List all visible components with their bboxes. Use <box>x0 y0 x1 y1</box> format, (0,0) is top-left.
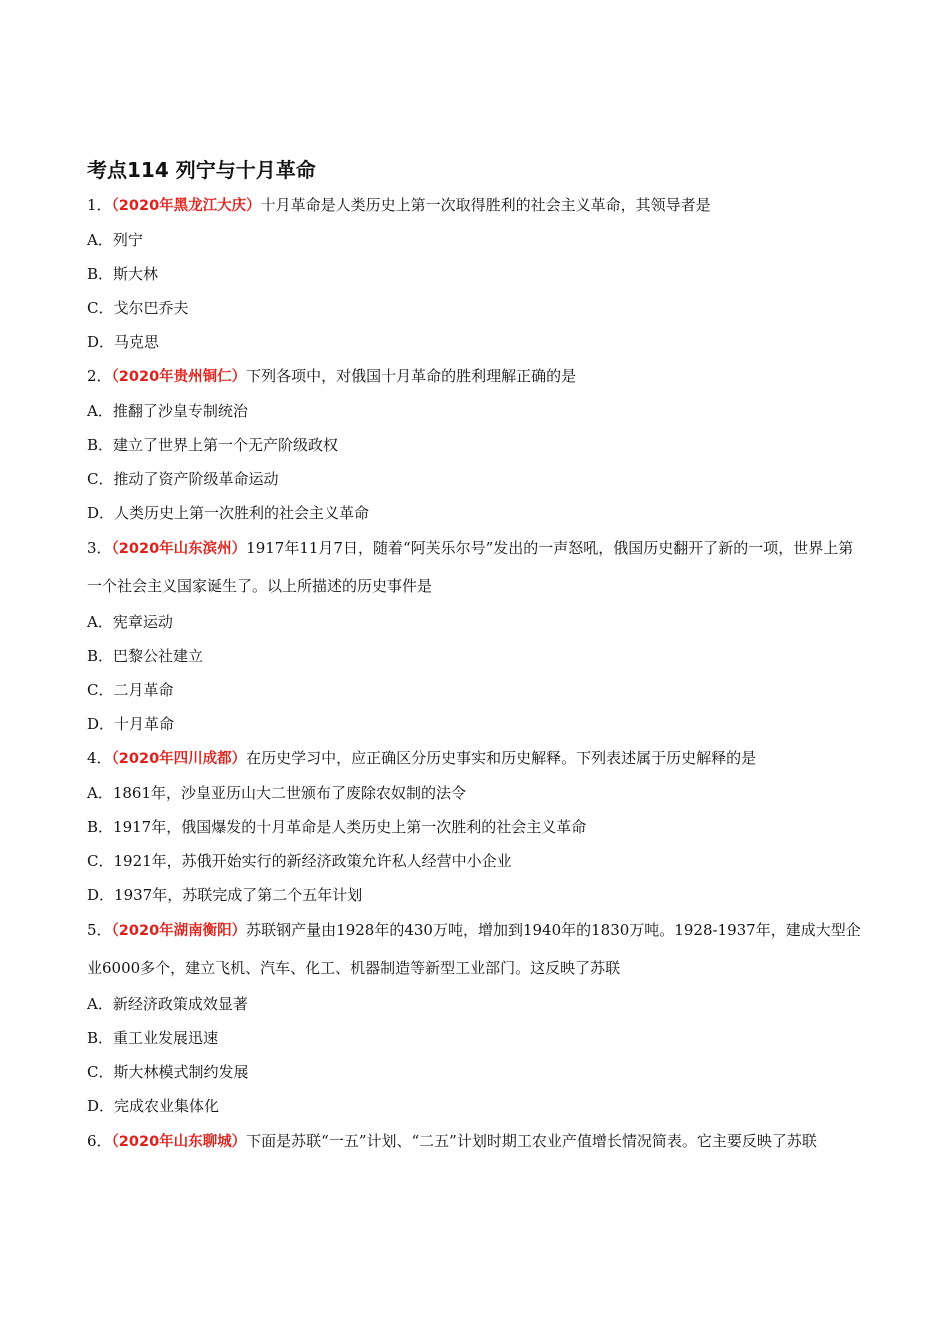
question-stem <box>87 530 867 605</box>
question-number: 2． <box>87 367 112 385</box>
question-stem <box>87 1123 867 1161</box>
question-source: （2020年山东聊城） <box>111 1134 247 1150</box>
question-text: 1917年11月7日，随着“阿芙乐尔号”发出的一声怒吼，俄国历史翻开了新的一项，世界上第一个社会主义国家诞生了。以上所描述的历史事件是 <box>87 539 854 595</box>
option-c: C．戈尔巴乔夫 <box>87 299 189 317</box>
question-1 <box>87 188 867 359</box>
option-d: D．1937年，苏联完成了第二个五年计划 <box>87 886 363 904</box>
question-source: （2020年四川成都） <box>111 751 247 767</box>
question-text: 下列各项中，对俄国十月革命的胜利理解正确的是 <box>246 367 577 385</box>
question-text: 十月革命是人类历史上第一次取得胜利的社会主义革命，其领导者是 <box>260 196 711 214</box>
option-a: A．新经济政策成效显著 <box>87 995 248 1013</box>
question-number: 1． <box>87 196 112 214</box>
question-stem <box>87 359 867 394</box>
question-source: （2020年山东滨州） <box>111 541 247 557</box>
option-c: C．1921年，苏俄开始实行的新经济政策允许私人经营中小企业 <box>87 852 512 870</box>
option-d: D．马克思 <box>87 333 160 351</box>
question-number: 3． <box>87 539 112 557</box>
question-source: （2020年贵州铜仁） <box>111 369 247 385</box>
option-a: A．列宁 <box>87 231 143 249</box>
option-a: A．1861年，沙皇亚历山大二世颁布了废除农奴制的法令 <box>87 784 467 802</box>
option-c: C．推动了资产阶级革命运动 <box>87 470 279 488</box>
question-text: 下面是苏联“一五”计划、“二五”计划时期工农业产值增长情况简表。它主要反映了苏联 <box>246 1132 817 1150</box>
option-b: B．斯大林 <box>87 265 159 283</box>
question-text: 苏联钢产量由1928年的430万吨，增加到1940年的1830万吨。1928-1937年，建成大型企业6000多个，建立飞机、汽车、化工、机器制造等新型工业部门。这反映了苏联 <box>87 921 861 977</box>
question-number: 4． <box>87 749 112 767</box>
document-page <box>87 152 867 1161</box>
option-b: B．重工业发展迅速 <box>87 1029 219 1047</box>
option-a: A．宪章运动 <box>87 613 173 631</box>
option-d: D．人类历史上第一次胜利的社会主义革命 <box>87 504 370 522</box>
question-number: 6． <box>87 1132 112 1150</box>
option-b: B．建立了世界上第一个无产阶级政权 <box>87 436 339 454</box>
question-stem <box>87 188 867 223</box>
question-source: （2020年湖南衡阳） <box>111 923 247 939</box>
question-3 <box>87 530 867 741</box>
option-a: A．推翻了沙皇专制统治 <box>87 402 248 420</box>
question-4 <box>87 741 867 912</box>
section-title: 考点114 列宁与十月革命 <box>87 158 316 182</box>
option-c: C．斯大林模式制约发展 <box>87 1063 249 1081</box>
question-stem <box>87 912 867 987</box>
option-c: C．二月革命 <box>87 681 174 699</box>
option-b: B．巴黎公社建立 <box>87 647 204 665</box>
question-stem <box>87 741 867 776</box>
option-d: D．完成农业集体化 <box>87 1097 220 1115</box>
question-text: 在历史学习中，应正确区分历史事实和历史解释。下列表述属于历史解释的是 <box>246 749 757 767</box>
question-source: （2020年黑龙江大庆） <box>111 198 261 214</box>
option-b: B．1917年，俄国爆发的十月革命是人类历史上第一次胜利的社会主义革命 <box>87 818 587 836</box>
question-5 <box>87 912 867 1123</box>
option-d: D．十月革命 <box>87 715 175 733</box>
question-6 <box>87 1123 867 1161</box>
question-2 <box>87 359 867 530</box>
question-number: 5． <box>87 921 112 939</box>
